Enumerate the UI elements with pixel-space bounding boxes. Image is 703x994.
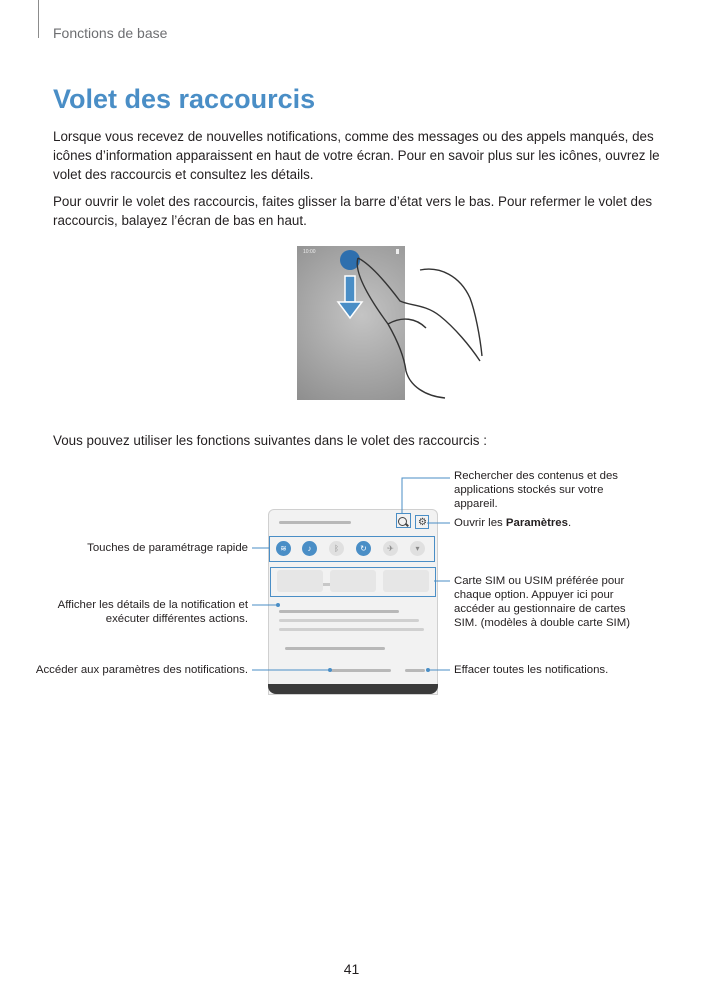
callout-clear-all: Effacer toutes les notifications. [454,664,609,676]
intro-paragraph: Lorsque vous recevez de nouvelles notifications, comme des messages ou des appels manqués, des icônes d’information apparaissent en haut de votre écran. Pour en savoir plus sur les icônes, ouvrez le volet des raccourcis et consultez les détails. [53,129,660,182]
airplane-icon[interactable]: ✈ [383,541,398,556]
callout-notification-settings: Accéder aux paramètres des notifications. [35,664,248,676]
gear-icon[interactable]: ⚙ [418,517,427,528]
open-panel-paragraph: Pour ouvrir le volet des raccourcis, faites glisser la barre d’état vers le bas. Pour refermer le volet des raccourcis, balayez l’écran de bas en haut. [53,194,653,228]
callout-sim: Carte SIM ou USIM préférée pour chaque option. Appuyer ici pour accéder au gestionnaire de cartes SIM. (modèles à double carte SIM) [454,575,630,629]
bluetooth-icon[interactable]: ᛒ [329,541,344,556]
status-time: 10:00 [303,249,316,255]
callout-quick-settings: Touches de paramétrage rapide [87,542,248,554]
flashlight-icon[interactable]: ▾ [410,541,425,556]
page-title: Volet des raccourcis [53,84,316,114]
section-label: Fonctions de base [53,25,168,41]
rotate-icon[interactable]: ↻ [356,541,371,556]
sound-icon[interactable]: ♪ [302,541,317,556]
callout-search: Rechercher des contenus et des applications stockés sur votre appareil. [454,470,618,510]
page-number: 41 [343,961,360,977]
callout-settings: Ouvrir les Paramètres. [454,517,572,529]
wifi-icon[interactable]: ≋ [276,541,291,556]
features-intro: Vous pouvez utiliser les fonctions suivantes dans le volet des raccourcis : [53,433,487,448]
callout-notification-details: Afficher les détails de la notification et exécuter différentes actions. [57,599,248,625]
